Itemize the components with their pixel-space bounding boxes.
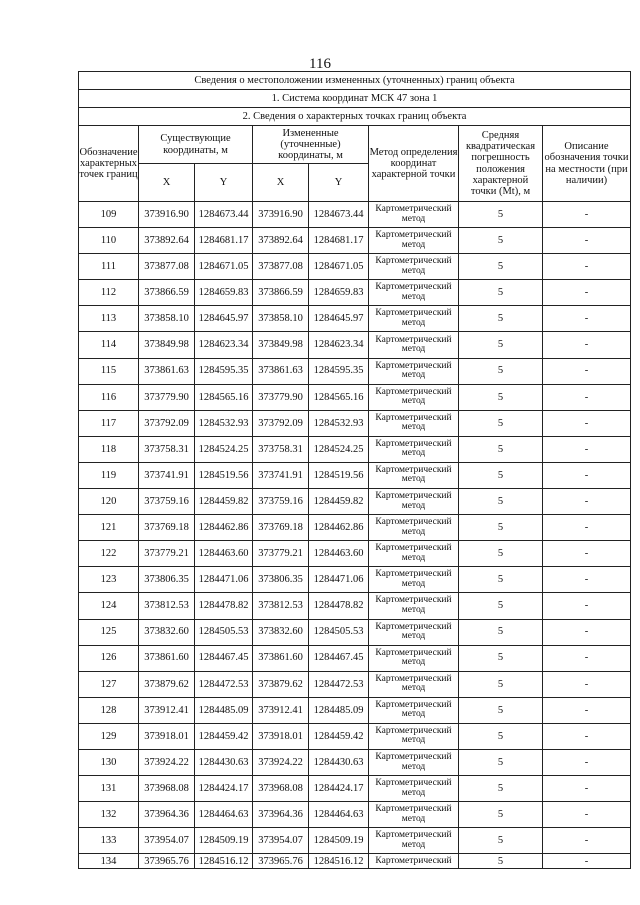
changed-y: 1284681.17 [309, 228, 369, 254]
changed-x: 373954.07 [253, 828, 309, 854]
existing-x: 373806.35 [139, 567, 195, 593]
point-number: 117 [79, 410, 139, 436]
description: - [543, 358, 631, 384]
existing-y: 1284485.09 [195, 697, 253, 723]
method: Картометрический метод [369, 671, 459, 697]
table-row [79, 462, 631, 488]
mt-value: 5 [459, 515, 543, 541]
changed-x: 373832.60 [253, 619, 309, 645]
mt-value: 5 [459, 802, 543, 828]
mt-value: 5 [459, 671, 543, 697]
table-row [79, 645, 631, 671]
existing-x: 373861.60 [139, 645, 195, 671]
point-number: 128 [79, 697, 139, 723]
existing-y: 1284505.53 [195, 619, 253, 645]
existing-y: 1284519.56 [195, 462, 253, 488]
header-existing-x: X [139, 164, 195, 202]
method: Картометрический метод [369, 828, 459, 854]
method: Картометрический метод [369, 202, 459, 228]
changed-y: 1284459.42 [309, 723, 369, 749]
existing-x: 373924.22 [139, 749, 195, 775]
coord-system: 1. Система координат МСК 47 зона 1 [79, 90, 631, 108]
header-changed-y: Y [309, 164, 369, 202]
existing-y: 1284430.63 [195, 749, 253, 775]
existing-y: 1284459.82 [195, 489, 253, 515]
existing-x: 373861.63 [139, 358, 195, 384]
description: - [543, 202, 631, 228]
description: - [543, 541, 631, 567]
method: Картометрический метод [369, 697, 459, 723]
changed-x: 373849.98 [253, 332, 309, 358]
mt-value: 5 [459, 697, 543, 723]
existing-x: 373769.18 [139, 515, 195, 541]
points-title: 2. Сведения о характерных точках границ объекта [79, 108, 631, 126]
changed-y: 1284623.34 [309, 332, 369, 358]
existing-x: 373779.90 [139, 384, 195, 410]
existing-y: 1284472.53 [195, 671, 253, 697]
existing-y: 1284509.19 [195, 828, 253, 854]
method: Картометрический метод [369, 723, 459, 749]
point-number: 111 [79, 254, 139, 280]
table-row [79, 854, 631, 869]
method: Картометрический метод [369, 410, 459, 436]
method: Картометрический метод [369, 593, 459, 619]
table-row [79, 332, 631, 358]
header-error: Средняя квадратическая погрешность положения характерной точки (Mt), м [459, 126, 543, 202]
point-number: 109 [79, 202, 139, 228]
mt-value: 5 [459, 254, 543, 280]
existing-y: 1284645.97 [195, 306, 253, 332]
existing-x: 373858.10 [139, 306, 195, 332]
point-number: 131 [79, 776, 139, 802]
method: Картометрический метод [369, 802, 459, 828]
existing-x: 373954.07 [139, 828, 195, 854]
point-number: 125 [79, 619, 139, 645]
point-number: 122 [79, 541, 139, 567]
existing-y: 1284659.83 [195, 280, 253, 306]
changed-x: 373877.08 [253, 254, 309, 280]
existing-y: 1284524.25 [195, 436, 253, 462]
existing-x: 373912.41 [139, 697, 195, 723]
point-number: 119 [79, 462, 139, 488]
changed-y: 1284516.12 [309, 854, 369, 869]
method: Картометрический метод [369, 332, 459, 358]
point-number: 127 [79, 671, 139, 697]
description: - [543, 462, 631, 488]
changed-y: 1284485.09 [309, 697, 369, 723]
changed-y: 1284505.53 [309, 619, 369, 645]
existing-y: 1284467.45 [195, 645, 253, 671]
page-number: 116 [309, 56, 331, 72]
existing-y: 1284673.44 [195, 202, 253, 228]
existing-x: 373759.16 [139, 489, 195, 515]
changed-y: 1284595.35 [309, 358, 369, 384]
changed-y: 1284519.56 [309, 462, 369, 488]
changed-x: 373866.59 [253, 280, 309, 306]
description: - [543, 254, 631, 280]
changed-x: 373858.10 [253, 306, 309, 332]
description: - [543, 593, 631, 619]
table-row [79, 254, 631, 280]
method: Картометрический метод [369, 254, 459, 280]
description: - [543, 489, 631, 515]
description: - [543, 854, 631, 869]
existing-x: 373792.09 [139, 410, 195, 436]
description: - [543, 802, 631, 828]
mt-value: 5 [459, 723, 543, 749]
description: - [543, 619, 631, 645]
description: - [543, 306, 631, 332]
method: Картометрический метод [369, 306, 459, 332]
mt-value: 5 [459, 280, 543, 306]
changed-x: 373965.76 [253, 854, 309, 869]
existing-y: 1284462.86 [195, 515, 253, 541]
table-row [79, 280, 631, 306]
existing-y: 1284516.12 [195, 854, 253, 869]
method: Картометрический [369, 854, 459, 869]
mt-value: 5 [459, 202, 543, 228]
method: Картометрический метод [369, 436, 459, 462]
existing-x: 373866.59 [139, 280, 195, 306]
method: Картометрический метод [369, 462, 459, 488]
description: - [543, 776, 631, 802]
changed-x: 373758.31 [253, 436, 309, 462]
table-row [79, 567, 631, 593]
point-number: 133 [79, 828, 139, 854]
changed-x: 373806.35 [253, 567, 309, 593]
changed-y: 1284424.17 [309, 776, 369, 802]
section-title: Сведения о местоположении измененных (уточненных) границ объекта [79, 72, 631, 90]
mt-value: 5 [459, 645, 543, 671]
existing-x: 373879.62 [139, 671, 195, 697]
changed-y: 1284659.83 [309, 280, 369, 306]
point-number: 121 [79, 515, 139, 541]
method: Картометрический метод [369, 515, 459, 541]
changed-y: 1284464.63 [309, 802, 369, 828]
mt-value: 5 [459, 749, 543, 775]
header-changed: Измененные (уточненные) координаты, м [253, 126, 369, 164]
point-number: 110 [79, 228, 139, 254]
point-number: 130 [79, 749, 139, 775]
existing-y: 1284424.17 [195, 776, 253, 802]
mt-value: 5 [459, 306, 543, 332]
description: - [543, 436, 631, 462]
changed-y: 1284673.44 [309, 202, 369, 228]
mt-value: 5 [459, 828, 543, 854]
point-number: 114 [79, 332, 139, 358]
point-number: 116 [79, 384, 139, 410]
description: - [543, 410, 631, 436]
existing-y: 1284565.16 [195, 384, 253, 410]
table-row [79, 749, 631, 775]
table-row [79, 358, 631, 384]
header-designation: Обозначение характерных точек границ [79, 126, 139, 202]
existing-y: 1284464.63 [195, 802, 253, 828]
mt-value: 5 [459, 567, 543, 593]
method: Картометрический метод [369, 384, 459, 410]
mt-value: 5 [459, 462, 543, 488]
existing-x: 373779.21 [139, 541, 195, 567]
changed-x: 373779.21 [253, 541, 309, 567]
table-row [79, 306, 631, 332]
point-number: 120 [79, 489, 139, 515]
existing-y: 1284671.05 [195, 254, 253, 280]
table-row [79, 541, 631, 567]
existing-x: 373918.01 [139, 723, 195, 749]
mt-value: 5 [459, 228, 543, 254]
changed-y: 1284524.25 [309, 436, 369, 462]
description: - [543, 384, 631, 410]
point-number: 134 [79, 854, 139, 869]
changed-y: 1284459.82 [309, 489, 369, 515]
existing-x: 373964.36 [139, 802, 195, 828]
method: Картометрический метод [369, 619, 459, 645]
mt-value: 5 [459, 776, 543, 802]
mt-value: 5 [459, 854, 543, 869]
changed-x: 373792.09 [253, 410, 309, 436]
header-existing: Существующие координаты, м [139, 126, 253, 164]
table-row [79, 802, 631, 828]
changed-x: 373892.64 [253, 228, 309, 254]
point-number: 124 [79, 593, 139, 619]
description: - [543, 828, 631, 854]
mt-value: 5 [459, 593, 543, 619]
method: Картометрический метод [369, 567, 459, 593]
changed-x: 373918.01 [253, 723, 309, 749]
existing-x: 373741.91 [139, 462, 195, 488]
changed-x: 373861.63 [253, 358, 309, 384]
changed-y: 1284462.86 [309, 515, 369, 541]
table-row [79, 489, 631, 515]
point-number: 115 [79, 358, 139, 384]
mt-value: 5 [459, 489, 543, 515]
description: - [543, 280, 631, 306]
table-row [79, 619, 631, 645]
mt-value: 5 [459, 358, 543, 384]
method: Картометрический метод [369, 645, 459, 671]
existing-y: 1284681.17 [195, 228, 253, 254]
existing-x: 373758.31 [139, 436, 195, 462]
changed-y: 1284509.19 [309, 828, 369, 854]
mt-value: 5 [459, 436, 543, 462]
changed-x: 373861.60 [253, 645, 309, 671]
changed-x: 373964.36 [253, 802, 309, 828]
table-row [79, 828, 631, 854]
method: Картометрический метод [369, 489, 459, 515]
header-method: Метод определения координат характерной точки [369, 126, 459, 202]
method: Картометрический метод [369, 776, 459, 802]
header-changed-x: X [253, 164, 309, 202]
table-row [79, 202, 631, 228]
table-row [79, 228, 631, 254]
mt-value: 5 [459, 541, 543, 567]
description: - [543, 671, 631, 697]
method: Картометрический метод [369, 749, 459, 775]
existing-x: 373892.64 [139, 228, 195, 254]
header-existing-y: Y [195, 164, 253, 202]
method: Картометрический метод [369, 280, 459, 306]
description: - [543, 515, 631, 541]
changed-x: 373924.22 [253, 749, 309, 775]
changed-y: 1284671.05 [309, 254, 369, 280]
changed-x: 373779.90 [253, 384, 309, 410]
point-number: 129 [79, 723, 139, 749]
point-number: 123 [79, 567, 139, 593]
table-row [79, 436, 631, 462]
description: - [543, 697, 631, 723]
method: Картометрический метод [369, 541, 459, 567]
point-number: 126 [79, 645, 139, 671]
changed-y: 1284471.06 [309, 567, 369, 593]
existing-x: 373849.98 [139, 332, 195, 358]
table-row [79, 776, 631, 802]
header-description: Описание обозначения точки на местности (при наличии) [543, 126, 631, 202]
boundary-points-table [78, 71, 631, 869]
table-row [79, 593, 631, 619]
existing-y: 1284459.42 [195, 723, 253, 749]
point-number: 113 [79, 306, 139, 332]
table-row [79, 515, 631, 541]
description: - [543, 749, 631, 775]
changed-x: 373912.41 [253, 697, 309, 723]
existing-y: 1284463.60 [195, 541, 253, 567]
changed-y: 1284565.16 [309, 384, 369, 410]
mt-value: 5 [459, 410, 543, 436]
changed-y: 1284430.63 [309, 749, 369, 775]
description: - [543, 228, 631, 254]
table-row [79, 723, 631, 749]
table-row [79, 384, 631, 410]
existing-x: 373877.08 [139, 254, 195, 280]
changed-x: 373916.90 [253, 202, 309, 228]
changed-x: 373968.08 [253, 776, 309, 802]
changed-y: 1284472.53 [309, 671, 369, 697]
mt-value: 5 [459, 384, 543, 410]
description: - [543, 332, 631, 358]
table-row [79, 410, 631, 436]
changed-y: 1284478.82 [309, 593, 369, 619]
existing-y: 1284595.35 [195, 358, 253, 384]
method: Картометрический метод [369, 358, 459, 384]
mt-value: 5 [459, 332, 543, 358]
description: - [543, 645, 631, 671]
changed-x: 373741.91 [253, 462, 309, 488]
existing-x: 373916.90 [139, 202, 195, 228]
changed-x: 373759.16 [253, 489, 309, 515]
mt-value: 5 [459, 619, 543, 645]
existing-x: 373832.60 [139, 619, 195, 645]
table-row [79, 671, 631, 697]
changed-y: 1284467.45 [309, 645, 369, 671]
existing-x: 373812.53 [139, 593, 195, 619]
point-number: 118 [79, 436, 139, 462]
point-number: 132 [79, 802, 139, 828]
description: - [543, 567, 631, 593]
changed-y: 1284645.97 [309, 306, 369, 332]
method: Картометрический метод [369, 228, 459, 254]
changed-y: 1284532.93 [309, 410, 369, 436]
point-number: 112 [79, 280, 139, 306]
existing-x: 373968.08 [139, 776, 195, 802]
changed-x: 373879.62 [253, 671, 309, 697]
existing-y: 1284471.06 [195, 567, 253, 593]
existing-y: 1284532.93 [195, 410, 253, 436]
table-row [79, 697, 631, 723]
changed-y: 1284463.60 [309, 541, 369, 567]
existing-y: 1284623.34 [195, 332, 253, 358]
existing-y: 1284478.82 [195, 593, 253, 619]
changed-x: 373769.18 [253, 515, 309, 541]
existing-x: 373965.76 [139, 854, 195, 869]
changed-x: 373812.53 [253, 593, 309, 619]
description: - [543, 723, 631, 749]
